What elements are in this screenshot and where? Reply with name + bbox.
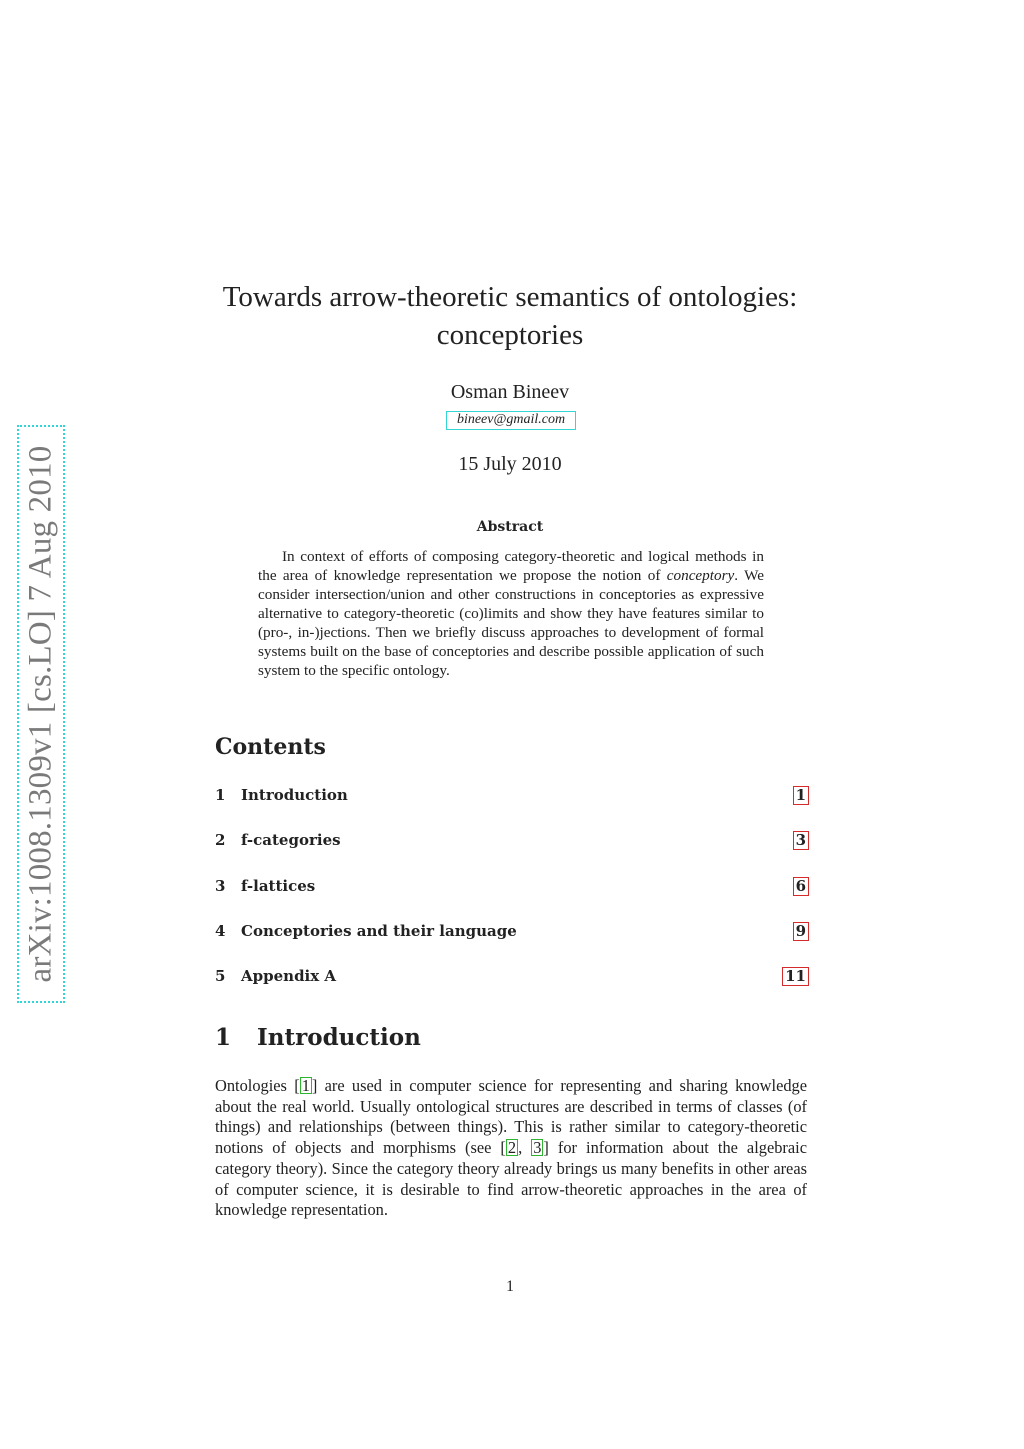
citation-bracket: [ — [294, 1076, 300, 1095]
toc-number: 3 — [215, 876, 226, 895]
toc-label[interactable]: f-categories — [241, 831, 341, 850]
intro-text-2: are used in computer science for representing and sharing knowledge about the real world. Usually ontological structures are described in terms of classes (of things) and relationships (between things). This is rather similar to category-theoretic notions of objects and morphisms (see — [215, 1076, 808, 1158]
toc-number: 4 — [215, 921, 226, 940]
arxiv-id: arXiv:1008.1309v1 [cs.LO] 7 Aug 2010 — [22, 445, 59, 983]
citation-separator: , — [518, 1138, 532, 1158]
citation-bracket: [ — [500, 1138, 506, 1158]
author-email-link[interactable]: bineev@gmail.com — [446, 411, 576, 430]
title-line-1: Towards arrow-theoretic semantics of ontologies: — [222, 281, 798, 313]
toc-entry-f-categories[interactable] — [215, 829, 809, 874]
paper-date: 15 July 2010 — [458, 453, 562, 475]
citation-link-3[interactable]: 3 — [533, 1138, 542, 1158]
abstract-emphasis: conceptory — [666, 567, 735, 584]
section-number: 1 — [215, 1024, 232, 1051]
page-number: 1 — [506, 1278, 514, 1295]
toc-page-link[interactable]: 1 — [793, 786, 809, 805]
contents-heading: Contents — [215, 734, 326, 760]
author-name: Osman Bineev — [450, 381, 570, 403]
intro-text-1: Ontologies — [215, 1076, 295, 1095]
title-line-2: conceptories — [436, 319, 584, 351]
toc-page-link[interactable]: 11 — [782, 967, 809, 986]
toc-page-link[interactable]: 9 — [793, 922, 809, 941]
table-of-contents — [215, 784, 809, 1010]
abstract-text-part2: . We consider intersection/union and other constructions in conceptories as expressive alternative to category-theoretic (co)limits and show they have features similar to (pro-, in-)jections. Then we briefly discuss approaches to development of formal systems built on the base of conceptories and describe possible application of such system to the specific ontology. — [258, 567, 764, 679]
toc-label[interactable]: Appendix A — [241, 967, 337, 986]
toc-number: 5 — [215, 967, 226, 986]
citation-bracket: ] — [311, 1076, 318, 1095]
arxiv-stamp[interactable] — [17, 425, 65, 1003]
toc-number: 2 — [215, 831, 226, 850]
toc-label[interactable]: Conceptories and their language — [241, 921, 517, 940]
toc-label[interactable]: f-lattices — [241, 876, 316, 895]
toc-number: 1 — [215, 786, 226, 804]
toc-page-link[interactable]: 6 — [793, 877, 809, 896]
toc-entry-introduction[interactable] — [215, 784, 809, 829]
paper-title — [200, 278, 820, 354]
toc-page-link[interactable]: 3 — [793, 831, 809, 850]
section-title: Introduction — [257, 1024, 421, 1051]
intro-text-3: for information about the algebraic category theory). Since the category theory already brings us many benefits in other areas of computer science, it is desirable to find arrow-theoretic approaches in the area of knowledge representation. — [215, 1138, 807, 1220]
toc-label[interactable]: Introduction — [241, 786, 348, 804]
abstract-text-part1: In context of efforts of composing category-theoretic and logical methods in the area of knowledge representation we propose the notion of — [258, 548, 764, 584]
introduction-paragraph — [215, 1076, 807, 1221]
citation-link-1[interactable]: 1 — [301, 1076, 310, 1095]
toc-entry-appendix-a[interactable] — [215, 965, 809, 1010]
toc-entry-f-lattices[interactable] — [215, 875, 809, 920]
citation-link-2[interactable]: 2 — [507, 1138, 517, 1158]
section-heading-introduction — [215, 1024, 421, 1051]
abstract-heading: Abstract — [476, 519, 544, 535]
abstract-text — [258, 547, 764, 680]
toc-entry-conceptories[interactable] — [215, 920, 809, 965]
citation-bracket: ] — [543, 1138, 549, 1158]
